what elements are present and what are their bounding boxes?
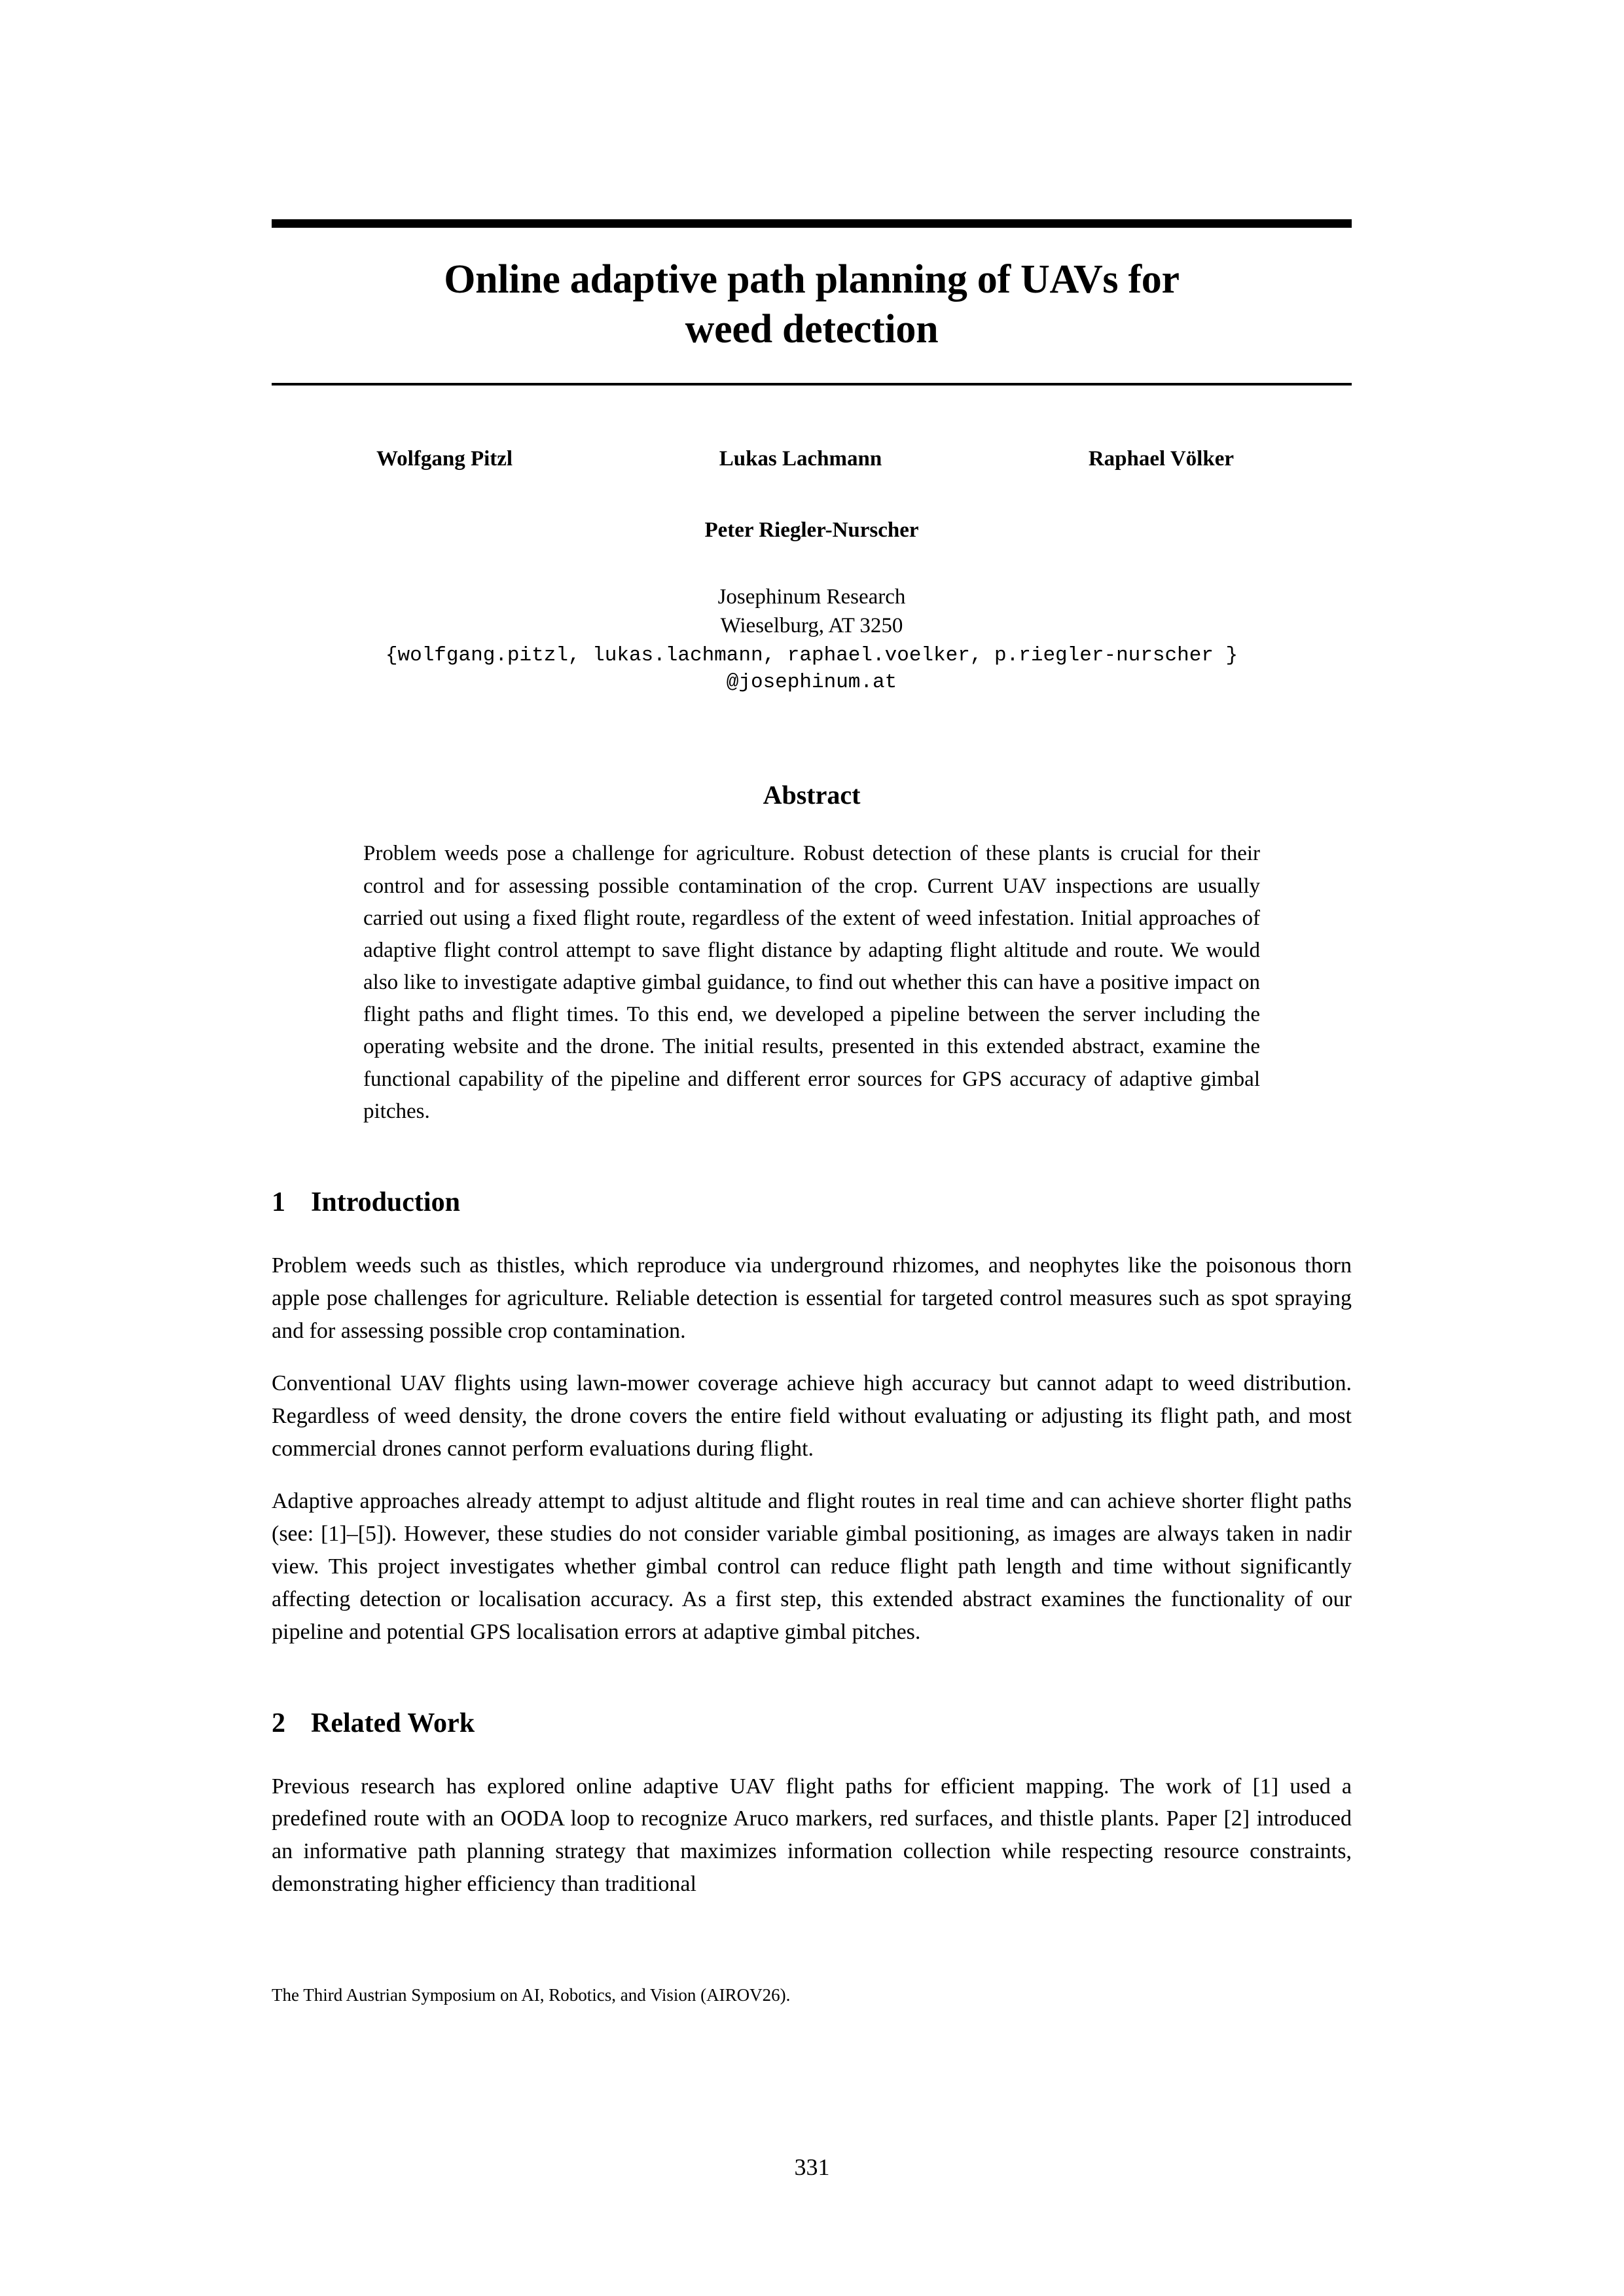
paragraph: Conventional UAV flights using lawn-mower coverage achieve high accuracy but cannot adapt to weed distribution. Regardless of weed density, the drone covers the entire field without evaluating or adjusting its flight path, and most commercial drones cannot perform evaluations during flight. — [272, 1371, 1352, 1461]
section-title: Related Work — [311, 1708, 475, 1738]
section-number: 2 — [272, 1708, 285, 1738]
email-line-2: @josephinum.at — [726, 671, 897, 694]
author-row-primary — [272, 447, 1352, 471]
section-number: 1 — [272, 1187, 285, 1217]
paragraph: Adaptive approaches already attempt to adjust altitude and flight routes in real time and can achieve shorter flight paths (see: [1]–[5]). However, these studies do not consider variable gimbal positioning, as images are always taken in nadir view. This project investigates whether gimbal control can reduce flight path length and time without significantly affecting detection or localisation accuracy. As a first step, this extended abstract examines the functionality of our pipeline and potential GPS localisation errors at adaptive gimbal pitches. — [272, 1488, 1352, 1644]
section-title: Introduction — [311, 1187, 460, 1217]
author-name: Wolfgang Pitzl — [376, 447, 513, 471]
abstract-body: Problem weeds pose a challenge for agriculture. Robust detection of these plants is crucial for their control and for assessing possible contamination of the crop. Current UAV inspections are usually carried out using a fixed flight route, regardless of the extent of weed infestation. Initial approaches of adaptive flight control attempt to save flight distance by adapting flight altitude and route. We would also like to investigate adaptive gimbal guidance, to find out whether this can have a positive impact on flight paths and flight times. To this end, we developed a pipeline between the server including the operating website and the drone. The initial results, presented in this extended abstract, examine the functional capability of the pipeline and different error sources for GPS accuracy of adaptive gimbal pitches. — [363, 842, 1260, 1123]
footnote-area — [272, 1983, 1352, 2008]
page-number: 331 — [794, 2154, 830, 2180]
author-row-secondary — [272, 518, 1352, 543]
title-top-rule — [272, 219, 1352, 228]
paragraph: Problem weeds such as thistles, which reproduce via underground rhizomes, and neophytes like the poisonous thorn apple pose challenges for agriculture. Reliable detection is essential for targeted control measures such as spot spraying and for assessing possible crop contamination. — [272, 1253, 1352, 1343]
author-name: Lukas Lachmann — [719, 447, 882, 471]
page-content-column — [272, 0, 1352, 2296]
title-bottom-rule — [272, 383, 1352, 386]
page-title: Online adaptive path planning of UAVs for weed detection — [444, 257, 1180, 351]
affiliation-location: Wieselburg, AT 3250 — [720, 614, 903, 638]
contact-emails — [272, 642, 1352, 696]
abstract-heading: Abstract — [763, 780, 861, 810]
section-heading-introduction — [272, 1187, 1352, 1218]
affiliation-organization: Josephinum Research — [717, 585, 906, 609]
author-name: Raphael Völker — [1088, 447, 1234, 471]
author-name: Peter Riegler-Nurscher — [704, 518, 919, 543]
email-line-1: {wolfgang.pitzl, lukas.lachmann, raphael.voelker, p.riegler-nurscher } — [385, 644, 1238, 667]
footnote-text: The Third Austrian Symposium on AI, Robotics, and Vision (AIROV26). — [272, 1985, 791, 2005]
affiliation-block — [272, 583, 1352, 641]
section-heading-related-work — [272, 1708, 1352, 1739]
paragraph: Previous research has explored online adaptive UAV flight paths for efficient mapping. The work of [1] used a predefined route with an OODA loop to recognize Aruco markers, red surfaces, and thistle plants. Paper [2] introduced an informative path planning strategy that maximizes information collection while respecting resource constraints, demonstrating higher efficiency than traditional — [272, 1774, 1352, 1897]
